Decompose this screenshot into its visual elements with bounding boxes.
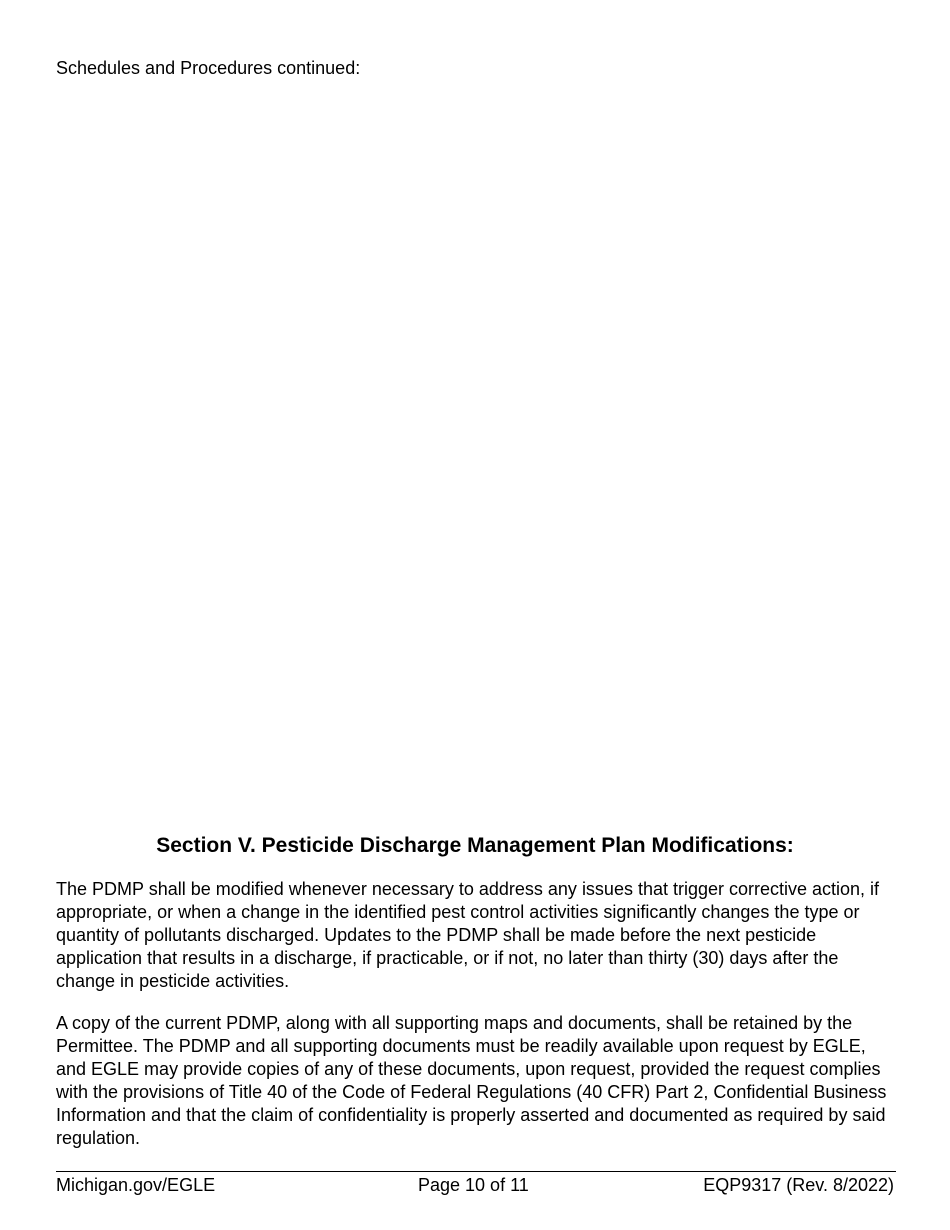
page-footer — [56, 1174, 896, 1198]
paragraph-retention: A copy of the current PDMP, along with all supporting maps and documents, shall be retained by the Permittee. The PDMP and all supporting documents must be readily available upon request by EGLE, and EGLE may provide copies of any of these documents, upon request, provided the request complies with the provisions of Title 40 of the Code of Federal Regulations (40 CFR) Part 2, Confidential Business Information and that the claim of confidentiality is properly asserted and documented as required by said regulation. — [56, 1013, 887, 1148]
section-heading: Section V. Pesticide Discharge Management Plan Modifications: — [156, 834, 794, 857]
footer-website: Michigan.gov/EGLE — [56, 1175, 216, 1195]
paragraph-modifications: The PDMP shall be modified whenever necessary to address any issues that trigger corrective action, if appropriate, or when a change in the identified pest control activities significantly changes the type or quantity of pollutants discharged. Updates to the PDMP shall be made before the next pesticide application that results in a discharge, if practicable, or if not, no later than thirty (30) days after the change in pesticide activities. — [56, 879, 880, 991]
footer-page-number: Page 10 of 11 — [418, 1175, 529, 1195]
continued-label: Schedules and Procedures continued: — [56, 58, 361, 78]
footer-form-id: EQP9317 (Rev. 8/2022) — [703, 1175, 894, 1195]
footer-divider — [56, 1171, 896, 1172]
